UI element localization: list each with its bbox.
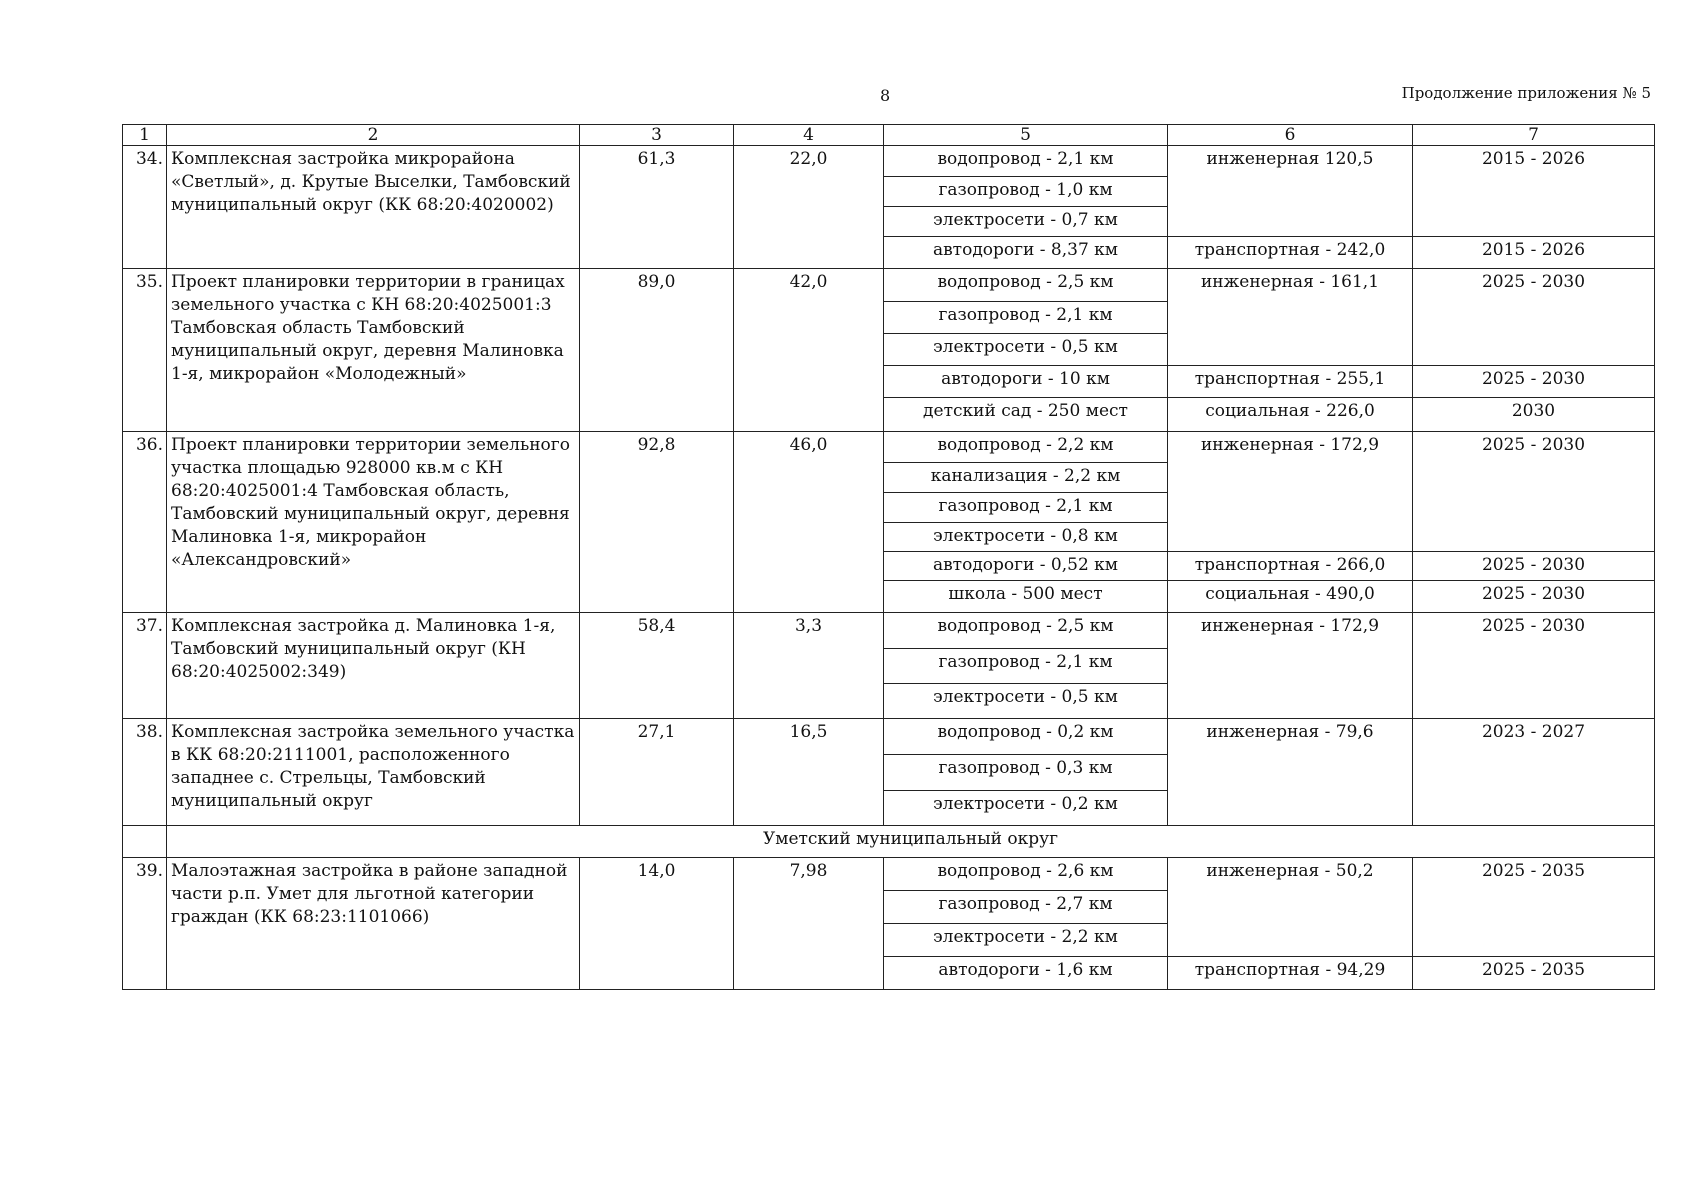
implementation-period: 2025 - 2030: [1413, 581, 1655, 613]
table-body: [123, 125, 1655, 990]
infrastructure-need: инженерная 120,5: [1168, 146, 1413, 237]
column-header: 4: [734, 125, 884, 146]
appendix-caption: Продолжение приложения № 5: [1401, 84, 1651, 102]
infrastructure-need: транспортная - 94,29: [1168, 957, 1413, 990]
implementation-period: 2025 - 2030: [1413, 269, 1655, 366]
infrastructure-table: [122, 124, 1655, 990]
table-row: [123, 269, 1655, 302]
project-name: Комплексная застройка д. Малиновка 1-я, Тамбовский муниципальный округ (КН 68:20:4025002:349): [167, 613, 580, 719]
infrastructure-item: автодороги - 10 км: [884, 366, 1168, 398]
row-number: 34.: [123, 146, 167, 269]
row-number: 37.: [123, 613, 167, 719]
infrastructure-need: транспортная - 255,1: [1168, 366, 1413, 398]
infrastructure-need: инженерная - 161,1: [1168, 269, 1413, 366]
infrastructure-item: газопровод - 2,1 км: [884, 302, 1168, 334]
infrastructure-item: водопровод - 2,5 км: [884, 269, 1168, 302]
area-value: 58,4: [580, 613, 734, 719]
table-row: [123, 719, 1655, 755]
infrastructure-item: газопровод - 2,7 км: [884, 891, 1168, 924]
infrastructure-item: автодороги - 1,6 км: [884, 957, 1168, 990]
implementation-period: 2025 - 2030: [1413, 552, 1655, 581]
infrastructure-item: автодороги - 0,52 км: [884, 552, 1168, 581]
infrastructure-item: электросети - 0,8 км: [884, 523, 1168, 552]
area-value: 27,1: [580, 719, 734, 826]
row-number: 38.: [123, 719, 167, 826]
implementation-period: 2025 - 2035: [1413, 957, 1655, 990]
infrastructure-item: водопровод - 0,2 км: [884, 719, 1168, 755]
infrastructure-item: электросети - 0,2 км: [884, 791, 1168, 826]
column-header: 2: [167, 125, 580, 146]
table-row: [123, 146, 1655, 177]
section-blank-cell: [123, 826, 167, 858]
volume-value: 46,0: [734, 432, 884, 613]
page-number: 8: [880, 86, 891, 105]
area-value: 92,8: [580, 432, 734, 613]
infrastructure-item: электросети - 2,2 км: [884, 924, 1168, 957]
volume-value: 42,0: [734, 269, 884, 432]
row-number: 36.: [123, 432, 167, 613]
infrastructure-item: газопровод - 2,1 км: [884, 649, 1168, 684]
area-value: 14,0: [580, 858, 734, 990]
infrastructure-need: инженерная - 50,2: [1168, 858, 1413, 957]
project-name: Малоэтажная застройка в районе западной части р.п. Умет для льготной категории граждан (КК 68:23:1101066): [167, 858, 580, 990]
infrastructure-item: автодороги - 8,37 км: [884, 237, 1168, 269]
area-value: 89,0: [580, 269, 734, 432]
infrastructure-item: газопровод - 1,0 км: [884, 177, 1168, 207]
column-header: 3: [580, 125, 734, 146]
row-number: 39.: [123, 858, 167, 990]
implementation-period: 2025 - 2030: [1413, 613, 1655, 719]
row-number: 35.: [123, 269, 167, 432]
implementation-period: 2025 - 2030: [1413, 432, 1655, 552]
infrastructure-need: инженерная - 172,9: [1168, 432, 1413, 552]
volume-value: 22,0: [734, 146, 884, 269]
project-name: Комплексная застройка земельного участка в КК 68:20:2111001, расположенного западнее с. Стрельцы, Тамбовский муниципальный округ: [167, 719, 580, 826]
table-row: [123, 613, 1655, 649]
infrastructure-item: школа - 500 мест: [884, 581, 1168, 613]
column-number-row: [123, 125, 1655, 146]
section-row: [123, 826, 1655, 858]
infrastructure-item: водопровод - 2,2 км: [884, 432, 1168, 463]
volume-value: 7,98: [734, 858, 884, 990]
volume-value: 3,3: [734, 613, 884, 719]
section-title: Уметский муниципальный округ: [167, 826, 1655, 858]
infrastructure-need: социальная - 490,0: [1168, 581, 1413, 613]
infrastructure-need: транспортная - 242,0: [1168, 237, 1413, 269]
implementation-period: 2025 - 2035: [1413, 858, 1655, 957]
implementation-period: 2025 - 2030: [1413, 366, 1655, 398]
column-header: 1: [123, 125, 167, 146]
infrastructure-item: электросети - 0,7 км: [884, 207, 1168, 237]
infrastructure-need: социальная - 226,0: [1168, 398, 1413, 432]
column-header: 6: [1168, 125, 1413, 146]
implementation-period: 2030: [1413, 398, 1655, 432]
infrastructure-item: канализация - 2,2 км: [884, 463, 1168, 493]
infrastructure-need: транспортная - 266,0: [1168, 552, 1413, 581]
project-name: Проект планировки территории земельного участка площадью 928000 кв.м с КН 68:20:4025001:4 Тамбовская область, Тамбовский муниципальный округ, деревня Малиновка 1-я, микрорайон «Александровский»: [167, 432, 580, 613]
column-header: 5: [884, 125, 1168, 146]
project-name: Комплексная застройка микрорайона «Светлый», д. Крутые Выселки, Тамбовский муниципальный округ (КК 68:20:4020002): [167, 146, 580, 269]
implementation-period: 2023 - 2027: [1413, 719, 1655, 826]
infrastructure-item: детский сад - 250 мест: [884, 398, 1168, 432]
infrastructure-need: инженерная - 172,9: [1168, 613, 1413, 719]
area-value: 61,3: [580, 146, 734, 269]
table-row: [123, 858, 1655, 891]
infrastructure-need: инженерная - 79,6: [1168, 719, 1413, 826]
infrastructure-item: водопровод - 2,5 км: [884, 613, 1168, 649]
infrastructure-item: водопровод - 2,1 км: [884, 146, 1168, 177]
infrastructure-item: электросети - 0,5 км: [884, 334, 1168, 366]
implementation-period: 2015 - 2026: [1413, 237, 1655, 269]
infrastructure-item: газопровод - 0,3 км: [884, 755, 1168, 791]
column-header: 7: [1413, 125, 1655, 146]
table-row: [123, 432, 1655, 463]
infrastructure-item: водопровод - 2,6 км: [884, 858, 1168, 891]
volume-value: 16,5: [734, 719, 884, 826]
project-name: Проект планировки территории в границах земельного участка с КН 68:20:4025001:3 Тамбовская область Тамбовский муниципальный округ, деревня Малиновка 1-я, микрорайон «Молодежный»: [167, 269, 580, 432]
infrastructure-item: электросети - 0,5 км: [884, 684, 1168, 719]
implementation-period: 2015 - 2026: [1413, 146, 1655, 237]
infrastructure-item: газопровод - 2,1 км: [884, 493, 1168, 523]
